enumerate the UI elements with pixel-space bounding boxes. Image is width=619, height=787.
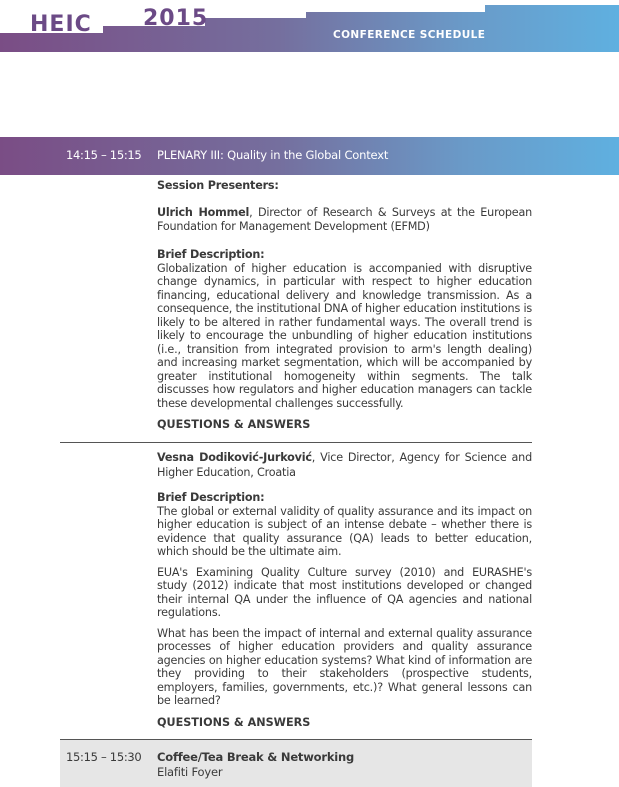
session-title: PLENARY III: Quality in the Global Context: [157, 148, 389, 162]
brief-description-label: Brief Description:: [157, 491, 265, 504]
description-text: Globalization of higher education is accompanied with disruptive change dynamics, in particular with respect to higher education financing, educational delivery and knowledge transmission. As a consequence, the institutional DNA of higher education institutions is likely to be altered in rather fundamental ways. The overall trend is likely to encourage the unbundling of higher education institutions (i.e., transition from integrated provision to arm's length dealing) and increasing market segmentation, which will be accompanied by greater institutional homogeneity within segments. The talk discusses how regulators and higher education managers can tackle these developmental challenges successfully.: [157, 261, 532, 410]
description-paragraph: EUA's Examining Quality Culture survey (2010) and EURASHE's study (2012) indicate that most institutions developed or changed their internal QA under the influence of QA agencies and national regulations.: [157, 565, 532, 619]
questions-answers-label: QUESTIONS & ANSWERS: [157, 715, 311, 729]
presenter-2-credit: [157, 450, 532, 480]
description-paragraph: What has been the impact of internal and external quality assurance processes of higher education providers and quality assurance agencies on higher education systems? What kind of information are they providing to their stakeholders (prospective students, employers, families, governments, etc.)? What general lessons can be learned?: [157, 626, 532, 707]
presenter-1-description: [157, 248, 532, 432]
presenter-2-name: Vesna Dodiković-Jurković: [157, 451, 312, 464]
presenter-2-block: [157, 450, 532, 480]
logo-heic: HEIC: [30, 12, 92, 37]
presenter-1-role: , Director of Research & Surveys at the European Foundation for Management Development (EFMD): [157, 206, 532, 233]
header-band-step: [205, 18, 306, 52]
break-time: 15:15 – 15:30: [66, 750, 142, 764]
break-location: Elafiti Foyer: [157, 765, 223, 779]
presenters-heading: [157, 179, 532, 193]
questions-answers-label: QUESTIONS & ANSWERS: [157, 418, 311, 431]
plenary-session-bar: [0, 137, 619, 175]
break-title: Coffee/Tea Break & Networking: [157, 750, 355, 764]
section-label: CONFERENCE SCHEDULE: [333, 29, 486, 41]
session-time: 14:15 – 15:15: [66, 148, 142, 162]
description-paragraph: The global or external validity of quality assurance and its impact on higher education is subject of an intense debate – whether there is evidence that quality assurance (QA) leads to better education, which should be the ultimate aim.: [157, 504, 532, 558]
presenter-1-credit: [157, 206, 532, 233]
session-presenters-label: Session Presenters:: [157, 179, 279, 192]
header-band-step: [485, 5, 619, 52]
presenter-2-description: [157, 491, 532, 729]
break-session-row: [60, 740, 532, 787]
brief-description-label: Brief Description:: [157, 248, 265, 261]
presenter-1-block: [157, 206, 532, 233]
presenter-2-role: , Vice Director, Agency for Science and Higher Education, Croatia: [157, 451, 532, 479]
page-header: [0, 0, 619, 52]
logo-year: 2015: [143, 6, 209, 31]
divider: [60, 442, 532, 443]
presenter-1-name: Ulrich Hommel: [157, 206, 250, 219]
